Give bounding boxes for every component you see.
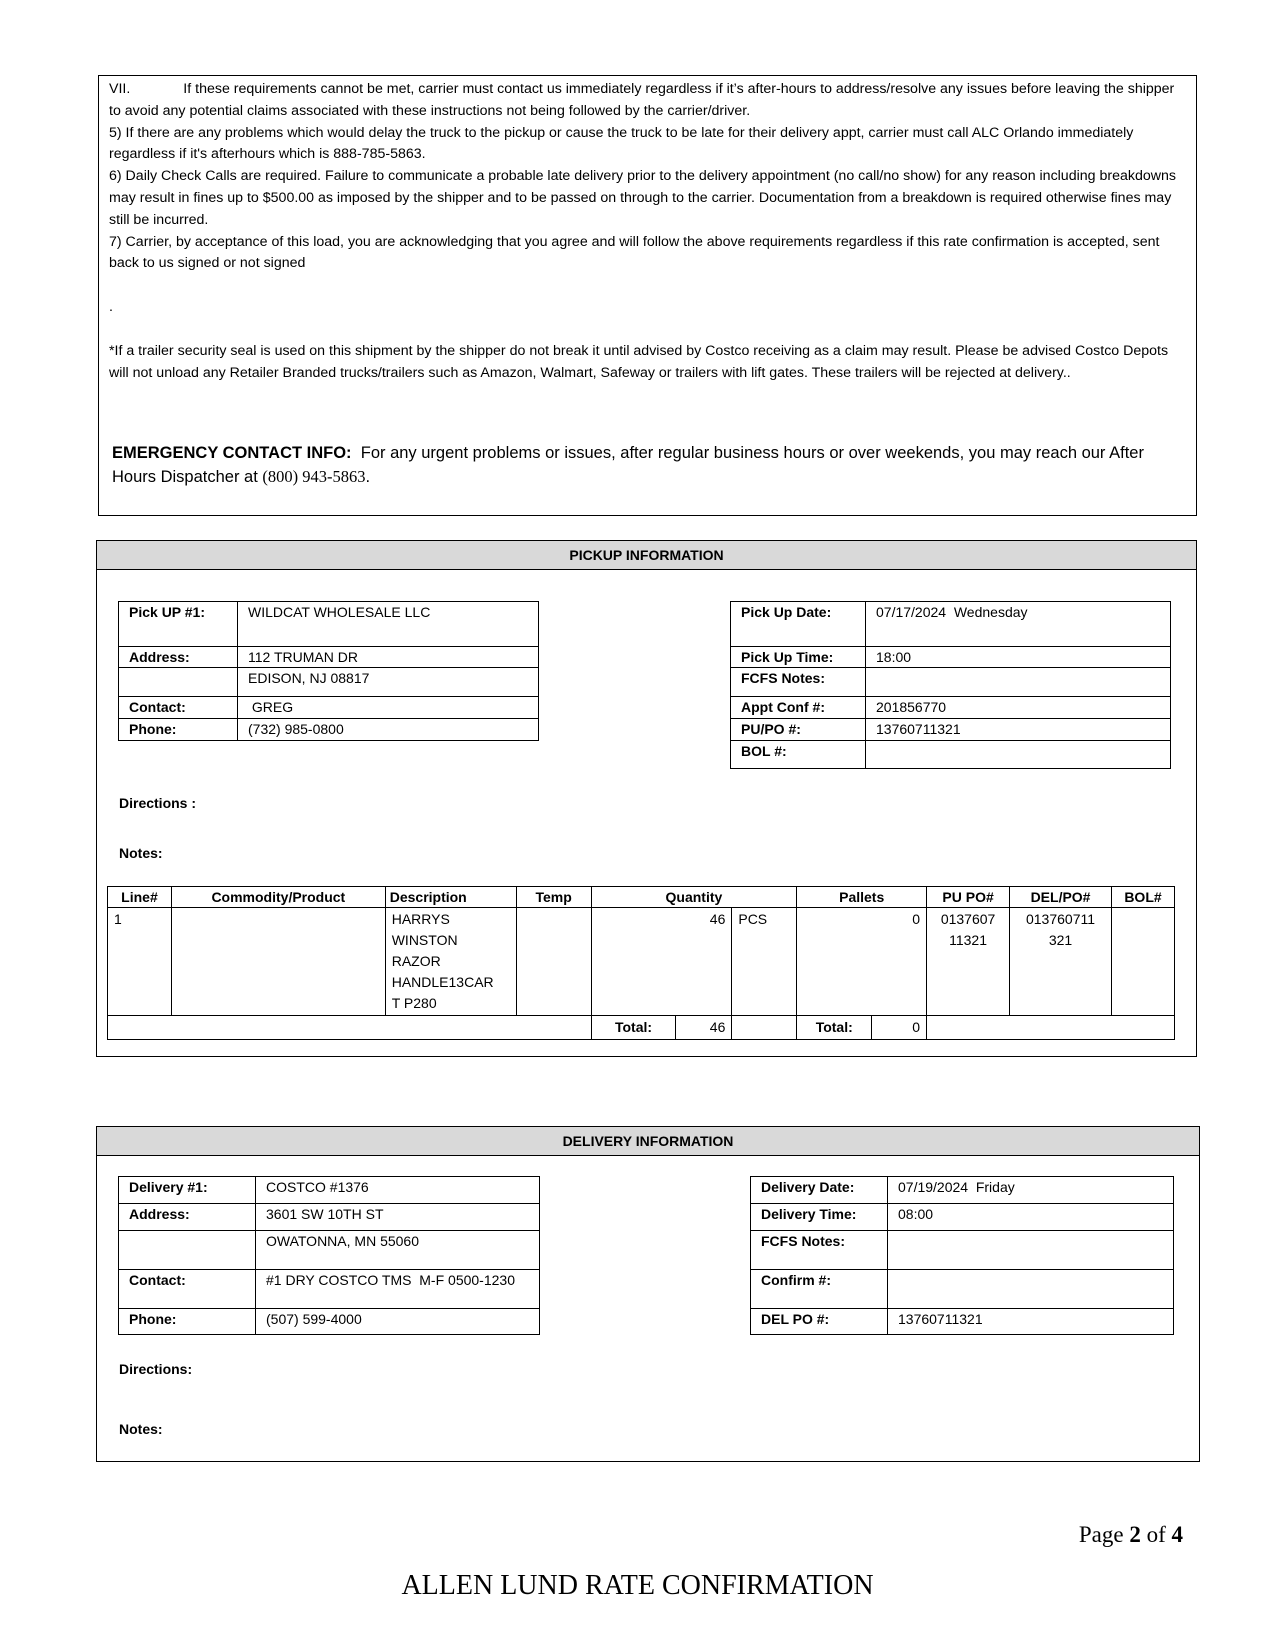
delivery-right-table bbox=[750, 1176, 1174, 1335]
pickup-directions-label: Directions : bbox=[119, 795, 197, 811]
emergency-label: EMERGENCY CONTACT INFO: bbox=[112, 443, 352, 462]
page-of: of bbox=[1140, 1522, 1172, 1547]
header-del-po: DEL/PO# bbox=[1010, 887, 1112, 908]
row-description-line: HANDLE13CAR bbox=[391, 974, 494, 990]
row-description-line: RAZOR bbox=[391, 953, 441, 969]
delivery-number-label: Delivery #1: bbox=[119, 1177, 256, 1204]
pickup-number-value: WILDCAT WHOLESALE LLC bbox=[238, 602, 539, 647]
pickup-pupo-value: 13760711321 bbox=[866, 719, 1171, 741]
delivery-fcfs-label: FCFS Notes: bbox=[751, 1231, 888, 1270]
pickup-address-label: Address: bbox=[119, 647, 238, 668]
row-description-line: HARRYS bbox=[391, 911, 450, 927]
emergency-contact bbox=[109, 441, 1186, 489]
delivery-fcfs-value bbox=[888, 1231, 1174, 1270]
pickup-address-line2: EDISON, NJ 08817 bbox=[238, 668, 539, 697]
row-description-line: WINSTON bbox=[391, 932, 458, 948]
pickup-pupo-label: PU/PO #: bbox=[731, 719, 866, 741]
pickup-appt-value: 201856770 bbox=[866, 697, 1171, 719]
delivery-address-line2: OWATONNA, MN 55060 bbox=[256, 1231, 540, 1270]
total-quantity-label: Total: bbox=[591, 1016, 676, 1040]
delivery-number-value: COSTCO #1376 bbox=[256, 1177, 540, 1204]
delivery-phone-value: (507) 599-4000 bbox=[256, 1309, 540, 1335]
pickup-heading: PICKUP INFORMATION bbox=[97, 541, 1196, 570]
delivery-date-label: Delivery Date: bbox=[751, 1177, 888, 1204]
row-unit: PCS bbox=[732, 908, 797, 1016]
emergency-text: For any urgent problems or issues, after regular business hours or over weekends, you may reach our After Hours Dispatcher at bbox=[112, 443, 1144, 486]
seal-note: *If a trailer security seal is used on this shipment by the shipper do not break it until advised by Costco receiving as a claim may result. Please be advised Costco Depots will not unload any Retailer Branded trucks/trailers such as Amazon, Walmart, Safeway or trailers with lift gates. These trailers will be rejected at delivery.. bbox=[109, 342, 1169, 381]
delivery-notes-label: Notes: bbox=[119, 1421, 163, 1437]
pickup-phone-value: (732) 985-0800 bbox=[238, 719, 539, 741]
pickup-contact-label: Contact: bbox=[119, 697, 238, 719]
delivery-time-label: Delivery Time: bbox=[751, 1204, 888, 1231]
requirement-7: 7) Carrier, by acceptance of this load, you are acknowledging that you agree and will follow the above requirements regardless if this rate confirmation is accepted, sent back to us signed or not signed bbox=[109, 233, 1160, 272]
pickup-notes-label: Notes: bbox=[119, 845, 163, 861]
row-pu-po-line: 0137607 bbox=[940, 911, 996, 927]
delivery-heading: DELIVERY INFORMATION bbox=[97, 1127, 1199, 1156]
pickup-fcfs-label: FCFS Notes: bbox=[731, 668, 866, 697]
items-total-row bbox=[108, 1016, 1175, 1040]
requirement-vii-number: VII. bbox=[109, 81, 131, 97]
row-del-po-line: 013760711 bbox=[1025, 911, 1096, 927]
row-description bbox=[385, 908, 516, 1016]
header-quantity: Quantity bbox=[591, 887, 797, 908]
row-temp bbox=[516, 908, 591, 1016]
page-number bbox=[1079, 1522, 1183, 1548]
table-row bbox=[108, 908, 1175, 1016]
delivery-address-label: Address: bbox=[119, 1204, 256, 1231]
pickup-items-table bbox=[107, 886, 1175, 1040]
header-bol: BOL# bbox=[1111, 887, 1174, 908]
pickup-date-value: 07/17/2024 Wednesday bbox=[866, 602, 1171, 647]
row-del-po bbox=[1010, 908, 1112, 1016]
pickup-time-label: Pick Up Time: bbox=[731, 647, 866, 668]
delivery-delpo-label: DEL PO #: bbox=[751, 1309, 888, 1335]
row-pu-po-line: 11321 bbox=[949, 932, 988, 948]
emergency-end: . bbox=[365, 467, 371, 486]
page-prefix: Page bbox=[1078, 1522, 1130, 1547]
requirement-5: 5) If there are any problems which would delay the truck to the pickup or cause the truck to be late for their delivery appt, carrier must call ALC Orlando immediately regardless if it's afterhours which is 888-785-5863. bbox=[109, 124, 1134, 163]
pickup-date-label: Pick Up Date: bbox=[731, 602, 866, 647]
footer-title: ALLEN LUND RATE CONFIRMATION bbox=[401, 1570, 874, 1601]
requirement-6: 6) Daily Check Calls are required. Failure to communicate a probable late delivery prior to the delivery appointment (no call/no show) for any reason including breakdowns may result in fines up to $500.00 as imposed by the shipper and to be passed on through to the carrier. Documentation from a breakdown is required otherwise fines may still be incurred. bbox=[109, 168, 1176, 228]
row-line: 1 bbox=[108, 908, 172, 1016]
header-temp: Temp bbox=[516, 887, 591, 908]
pickup-appt-label: Appt Conf #: bbox=[731, 697, 866, 719]
separator-dot: . bbox=[109, 299, 113, 316]
header-pallets: Pallets bbox=[797, 887, 927, 908]
pickup-bol-label: BOL #: bbox=[731, 741, 866, 769]
header-line: Line# bbox=[108, 887, 172, 908]
emergency-phone: (800) 943-5863 bbox=[262, 466, 366, 486]
pickup-address-line1: 112 TRUMAN DR bbox=[238, 647, 539, 668]
header-pu-po: PU PO# bbox=[927, 887, 1010, 908]
delivery-contact-label: Contact: bbox=[119, 1270, 256, 1309]
row-del-po-line: 321 bbox=[1048, 932, 1073, 948]
page-total: 4 bbox=[1171, 1522, 1183, 1547]
row-pallets: 0 bbox=[797, 908, 927, 1016]
total-pallets-label: Total: bbox=[797, 1016, 872, 1040]
pickup-right-table bbox=[730, 601, 1171, 769]
delivery-phone-label: Phone: bbox=[119, 1309, 256, 1335]
header-commodity: Commodity/Product bbox=[171, 887, 385, 908]
pickup-time-value: 18:00 bbox=[866, 647, 1171, 668]
pickup-bol-value bbox=[866, 741, 1171, 769]
requirements-box bbox=[98, 75, 1197, 516]
delivery-address-line1: 3601 SW 10TH ST bbox=[256, 1204, 540, 1231]
pickup-contact-value: GREG bbox=[238, 697, 539, 719]
pickup-fcfs-value bbox=[866, 668, 1171, 697]
pickup-left-table bbox=[118, 601, 539, 741]
requirement-vii-text: If these requirements cannot be met, carrier must contact us immediately regardless if it’s after-hours to address/resolve any issues before leaving the shipper to avoid any potential claims associated with these instructions not being followed by the carrier/driver. bbox=[109, 81, 1175, 119]
row-quantity: 46 bbox=[591, 908, 732, 1016]
page-current: 2 bbox=[1129, 1522, 1141, 1547]
total-pallets-value: 0 bbox=[872, 1016, 927, 1040]
delivery-date-value: 07/19/2024 Friday bbox=[888, 1177, 1174, 1204]
total-quantity-value: 46 bbox=[676, 1016, 732, 1040]
delivery-left-table bbox=[118, 1176, 540, 1335]
requirement-vii bbox=[109, 79, 1186, 123]
items-header-row bbox=[108, 887, 1175, 908]
pickup-number-label: Pick UP #1: bbox=[119, 602, 238, 647]
row-bol bbox=[1111, 908, 1174, 1016]
delivery-confirm-value bbox=[888, 1270, 1174, 1309]
delivery-directions-label: Directions: bbox=[119, 1361, 193, 1377]
pickup-phone-label: Phone: bbox=[119, 719, 238, 741]
header-description: Description bbox=[385, 887, 516, 908]
row-commodity bbox=[171, 908, 385, 1016]
row-pu-po bbox=[927, 908, 1010, 1016]
delivery-contact-value: #1 DRY COSTCO TMS M-F 0500-1230 bbox=[256, 1270, 540, 1309]
row-description-line: T P280 bbox=[391, 995, 437, 1011]
delivery-time-value: 08:00 bbox=[888, 1204, 1174, 1231]
delivery-confirm-label: Confirm #: bbox=[751, 1270, 888, 1309]
delivery-delpo-value: 13760711321 bbox=[888, 1309, 1174, 1335]
